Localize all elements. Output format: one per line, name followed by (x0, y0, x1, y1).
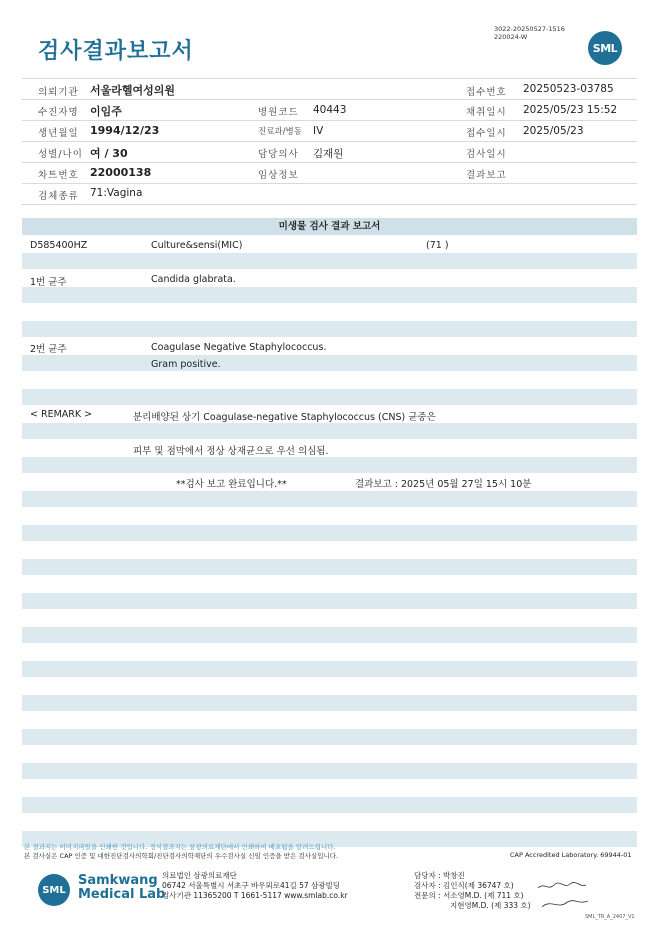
staff-line3: 전문의 : 서소영M.D. (제 711 호) (414, 891, 524, 900)
clinical-label: 임상정보 (258, 170, 299, 181)
test-number: (71 ) (426, 240, 449, 251)
address-line3: 검사기관 11365200 T 1661-5117 www.smlab.co.kr (162, 891, 348, 900)
row-band (22, 627, 637, 643)
row-band (22, 355, 637, 371)
results-heading: 미생물 검사 결과 보고서 (22, 218, 637, 235)
remark-line2: 피부 및 점막에서 정상 상재균으로 우선 의심됨. (133, 446, 329, 457)
document-code-line2: 220024-W (494, 33, 528, 41)
divider (22, 120, 637, 121)
remark-label: < REMARK > (30, 409, 93, 420)
address-line2: 06742 서울특별시 서초구 바우뫼로41길 57 삼광빌딩 (162, 881, 341, 890)
receipt-date-label: 접수일시 (466, 128, 507, 139)
divider (22, 99, 637, 100)
requester-value: 서울라헬여성의원 (90, 84, 176, 97)
report-time: 결과보고 : 2025년 05월 27일 15시 10분 (355, 479, 532, 490)
document-code-line1: 3022-20250527-1516 (494, 25, 565, 33)
row-band (22, 321, 637, 337)
requester-label: 의뢰기관 (38, 87, 79, 98)
organism1-name: Candida glabrata. (151, 274, 236, 285)
row-band (22, 389, 637, 405)
test-name: Culture&sensi(MIC) (151, 240, 243, 251)
row-band (22, 661, 637, 677)
hospital-code-label: 병원코드 (258, 107, 299, 118)
sml-footer-logo: SML (38, 874, 70, 906)
staff-info (414, 871, 531, 911)
organism2-label: 2번 균주 (30, 344, 67, 355)
divider (22, 162, 637, 163)
dob-label: 생년월일 (38, 128, 79, 139)
accreditation-notice: 본 검사실은 CAP 인증 및 대한진단검사의학회/진단검사의학재단의 우수검사실 신임 인증을 받은 검사실입니다. (24, 852, 339, 860)
specimen-value: 71:Vagina (90, 187, 143, 199)
dept-value: IV (313, 125, 324, 137)
receipt-no-value: 20250523-03785 (523, 83, 614, 95)
page-title: 검사결과보고서 (38, 39, 194, 64)
staff-line1: 담당자 : 박창진 (414, 871, 465, 880)
test-code: D585400HZ (30, 240, 88, 251)
organism2-gram: Gram positive. (151, 359, 221, 370)
doctor-value: 김재원 (313, 148, 344, 160)
collect-label: 채취일시 (466, 107, 507, 118)
staff-line2: 검사자 : 김인식(제 36747 호) (414, 881, 514, 890)
report-label: 결과보고 (466, 170, 507, 181)
patient-value: 이임주 (90, 105, 122, 118)
patient-label: 수진자명 (38, 107, 79, 118)
divider (22, 78, 637, 79)
hospital-code-value: 40443 (313, 104, 347, 116)
row-band (22, 729, 637, 745)
row-band (22, 525, 637, 541)
organism1-label: 1번 균주 (30, 277, 67, 288)
dob-value: 1994/12/23 (90, 124, 160, 137)
divider (22, 204, 637, 205)
dept-label: 진료과/병동 (258, 127, 302, 137)
receipt-date-value: 2025/05/23 (523, 125, 584, 137)
organism2-name: Coagulase Negative Staphylococcus. (151, 342, 327, 353)
row-band (22, 423, 637, 439)
test-date-label: 검사일시 (466, 149, 507, 160)
row-band (22, 287, 637, 303)
sex-age-value: 여 / 30 (90, 147, 128, 160)
remark-line1: 분리배양된 상기 Coagulase-negative Staphylococcus (CNS) 균중은 (133, 412, 436, 423)
chart-value: 22000138 (90, 166, 152, 179)
signature-icon (536, 879, 590, 913)
divider (22, 183, 637, 184)
row-band (22, 457, 637, 473)
row-band (22, 559, 637, 575)
row-band (22, 695, 637, 711)
print-notice: 본 결과지는 이미지파일을 인쇄한 것입니다. 정식결과지는 삼광의료재단에서 인쇄하여 배포됨을 알려드립니다. (24, 843, 336, 851)
report-complete: **검사 보고 완료입니다.** (176, 479, 287, 490)
form-code: SML_TR_A_2407_V1 (585, 914, 635, 920)
staff-line4: 지현영M.D. (제 333 호) (450, 901, 531, 910)
document-code (494, 25, 565, 41)
sml-logo: SML (588, 31, 622, 65)
company-name-line1: Samkwang (78, 873, 158, 888)
row-band (22, 797, 637, 813)
row-band (22, 763, 637, 779)
row-band (22, 593, 637, 609)
specimen-label: 검체종류 (38, 191, 79, 202)
company-name (78, 874, 165, 902)
divider (22, 141, 637, 142)
row-band (22, 491, 637, 507)
collect-value: 2025/05/23 15:52 (523, 104, 618, 116)
doctor-label: 담당의사 (258, 149, 299, 160)
sex-age-label: 성별/나이 (38, 149, 83, 160)
address-line1: 의료법인 삼광의료재단 (162, 871, 237, 880)
chart-label: 차트번호 (38, 170, 79, 181)
company-name-line2: Medical Lab (78, 887, 166, 902)
receipt-no-label: 접수번호 (466, 87, 507, 98)
row-band (22, 253, 637, 269)
company-address (162, 871, 348, 901)
cap-accreditation: CAP Accredited Laboratory. 69944-01 (510, 851, 632, 859)
